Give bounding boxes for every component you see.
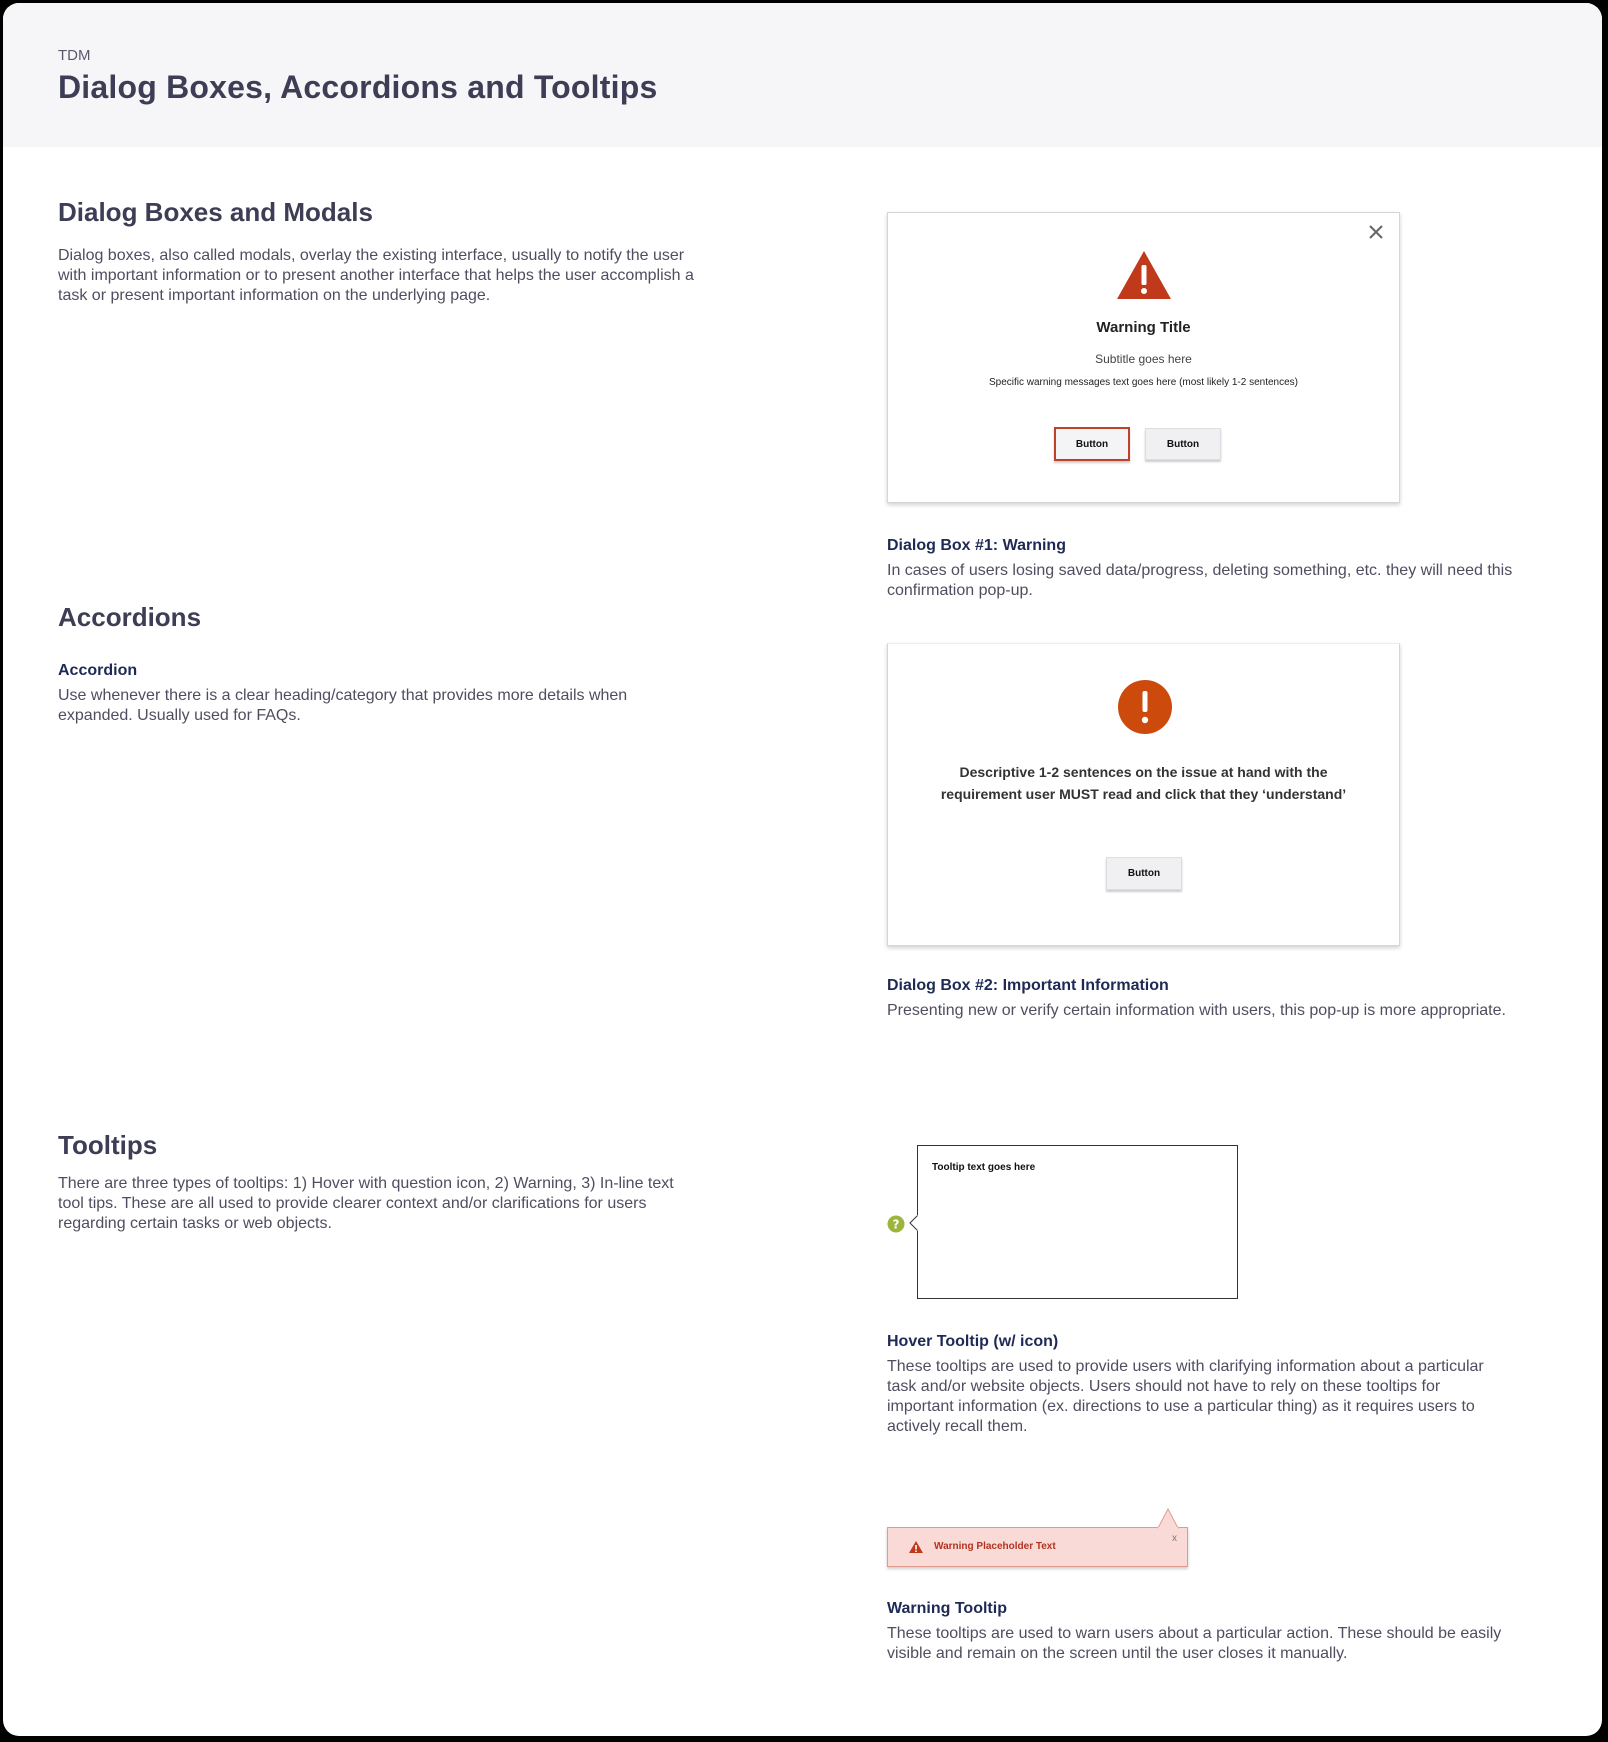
page-frame xyxy=(3,3,1602,1736)
tooltip-pointer xyxy=(909,1215,919,1231)
breadcrumb[interactable]: TDM xyxy=(58,47,91,64)
accordions-section-description: Use whenever there is a clear heading/category that provides more details when expanded. Usually used for FAQs. xyxy=(58,687,628,724)
warning-tooltip-caption-text: These tooltips are used to warn users about a particular action. These should be easily visible and remain on the screen until the user closes it manually. xyxy=(887,1625,1502,1662)
warning-tooltip-pointer xyxy=(1156,1508,1180,1529)
svg-text:?: ? xyxy=(892,1217,900,1232)
info-dialog xyxy=(887,643,1400,946)
dialog2-message-line1: Descriptive 1-2 sentences on the issue at hand with the xyxy=(959,764,1328,780)
dialog-subtitle: Subtitle goes here xyxy=(1095,352,1192,366)
warning-dialog xyxy=(887,212,1400,503)
warning-icon xyxy=(908,1540,924,1554)
dialogs-section-description: Dialog boxes, also called modals, overlay the existing interface, usually to notify the user with important information or to present another interface that helps the user accomplish a task or present important information on the underlying page. xyxy=(58,247,694,304)
dialog-message: Specific warning messages text goes here (most likely 1-2 sentences) xyxy=(988,377,1299,388)
question-icon[interactable] xyxy=(887,1215,905,1233)
warning-tooltip-close[interactable]: x xyxy=(1172,1533,1177,1544)
dialog2-caption-title: Dialog Box #2: Important Information xyxy=(887,977,1169,994)
warning-tooltip-text: Warning Placeholder Text xyxy=(934,1541,1056,1552)
warning-tooltip-caption-title: Warning Tooltip xyxy=(887,1600,1007,1617)
tooltips-section-title: Tooltips xyxy=(58,1130,158,1160)
dialog2-message-line2: requirement user MUST read and click that they ‘understand’ xyxy=(940,786,1347,802)
warning-triangle-icon xyxy=(1115,249,1173,301)
dialog1-caption-title: Dialog Box #1: Warning xyxy=(887,537,1066,554)
dialog2-message xyxy=(918,761,1369,805)
dialogs-section-title: Dialog Boxes and Modals xyxy=(58,197,373,227)
page-title: Dialog Boxes, Accordions and Tooltips xyxy=(58,69,658,105)
primary-button[interactable]: Button xyxy=(1054,427,1130,461)
understand-button[interactable]: Button xyxy=(1106,857,1182,890)
hover-tooltip xyxy=(917,1145,1238,1299)
warning-tooltip xyxy=(887,1527,1188,1567)
hover-tooltip-caption-text: These tooltips are used to provide users with clarifying information about a particular task and/or website objects. Users should not have to rely on these tooltips for important information (ex. directions to use a particular thing) as it requires users to actively recall them. xyxy=(887,1358,1484,1435)
hover-tooltip-caption-title: Hover Tooltip (w/ icon) xyxy=(887,1333,1059,1350)
close-icon[interactable] xyxy=(1365,221,1387,243)
accordions-section-title: Accordions xyxy=(58,602,202,632)
dialog2-caption-text: Presenting new or verify certain information with users, this pop-up is more appropriate. xyxy=(887,1002,1506,1019)
dialog-title: Warning Title xyxy=(1096,319,1191,336)
secondary-button[interactable]: Button xyxy=(1145,428,1221,460)
dialog1-caption-text: In cases of users losing saved data/progress, deleting something, etc. they will need this confirmation pop-up. xyxy=(887,562,1513,599)
page-header xyxy=(3,3,1602,147)
tooltip-text: Tooltip text goes here xyxy=(932,1162,1036,1173)
accordion-subtitle: Accordion xyxy=(58,662,138,679)
exclamation-circle-icon xyxy=(1117,679,1173,735)
tooltips-section-description: There are three types of tooltips: 1) Hover with question icon, 2) Warning, 3) In-line text tool tips. These are all used to provide clearer context and/or clarifications for users regarding certain tasks or web objects. xyxy=(58,1175,674,1232)
